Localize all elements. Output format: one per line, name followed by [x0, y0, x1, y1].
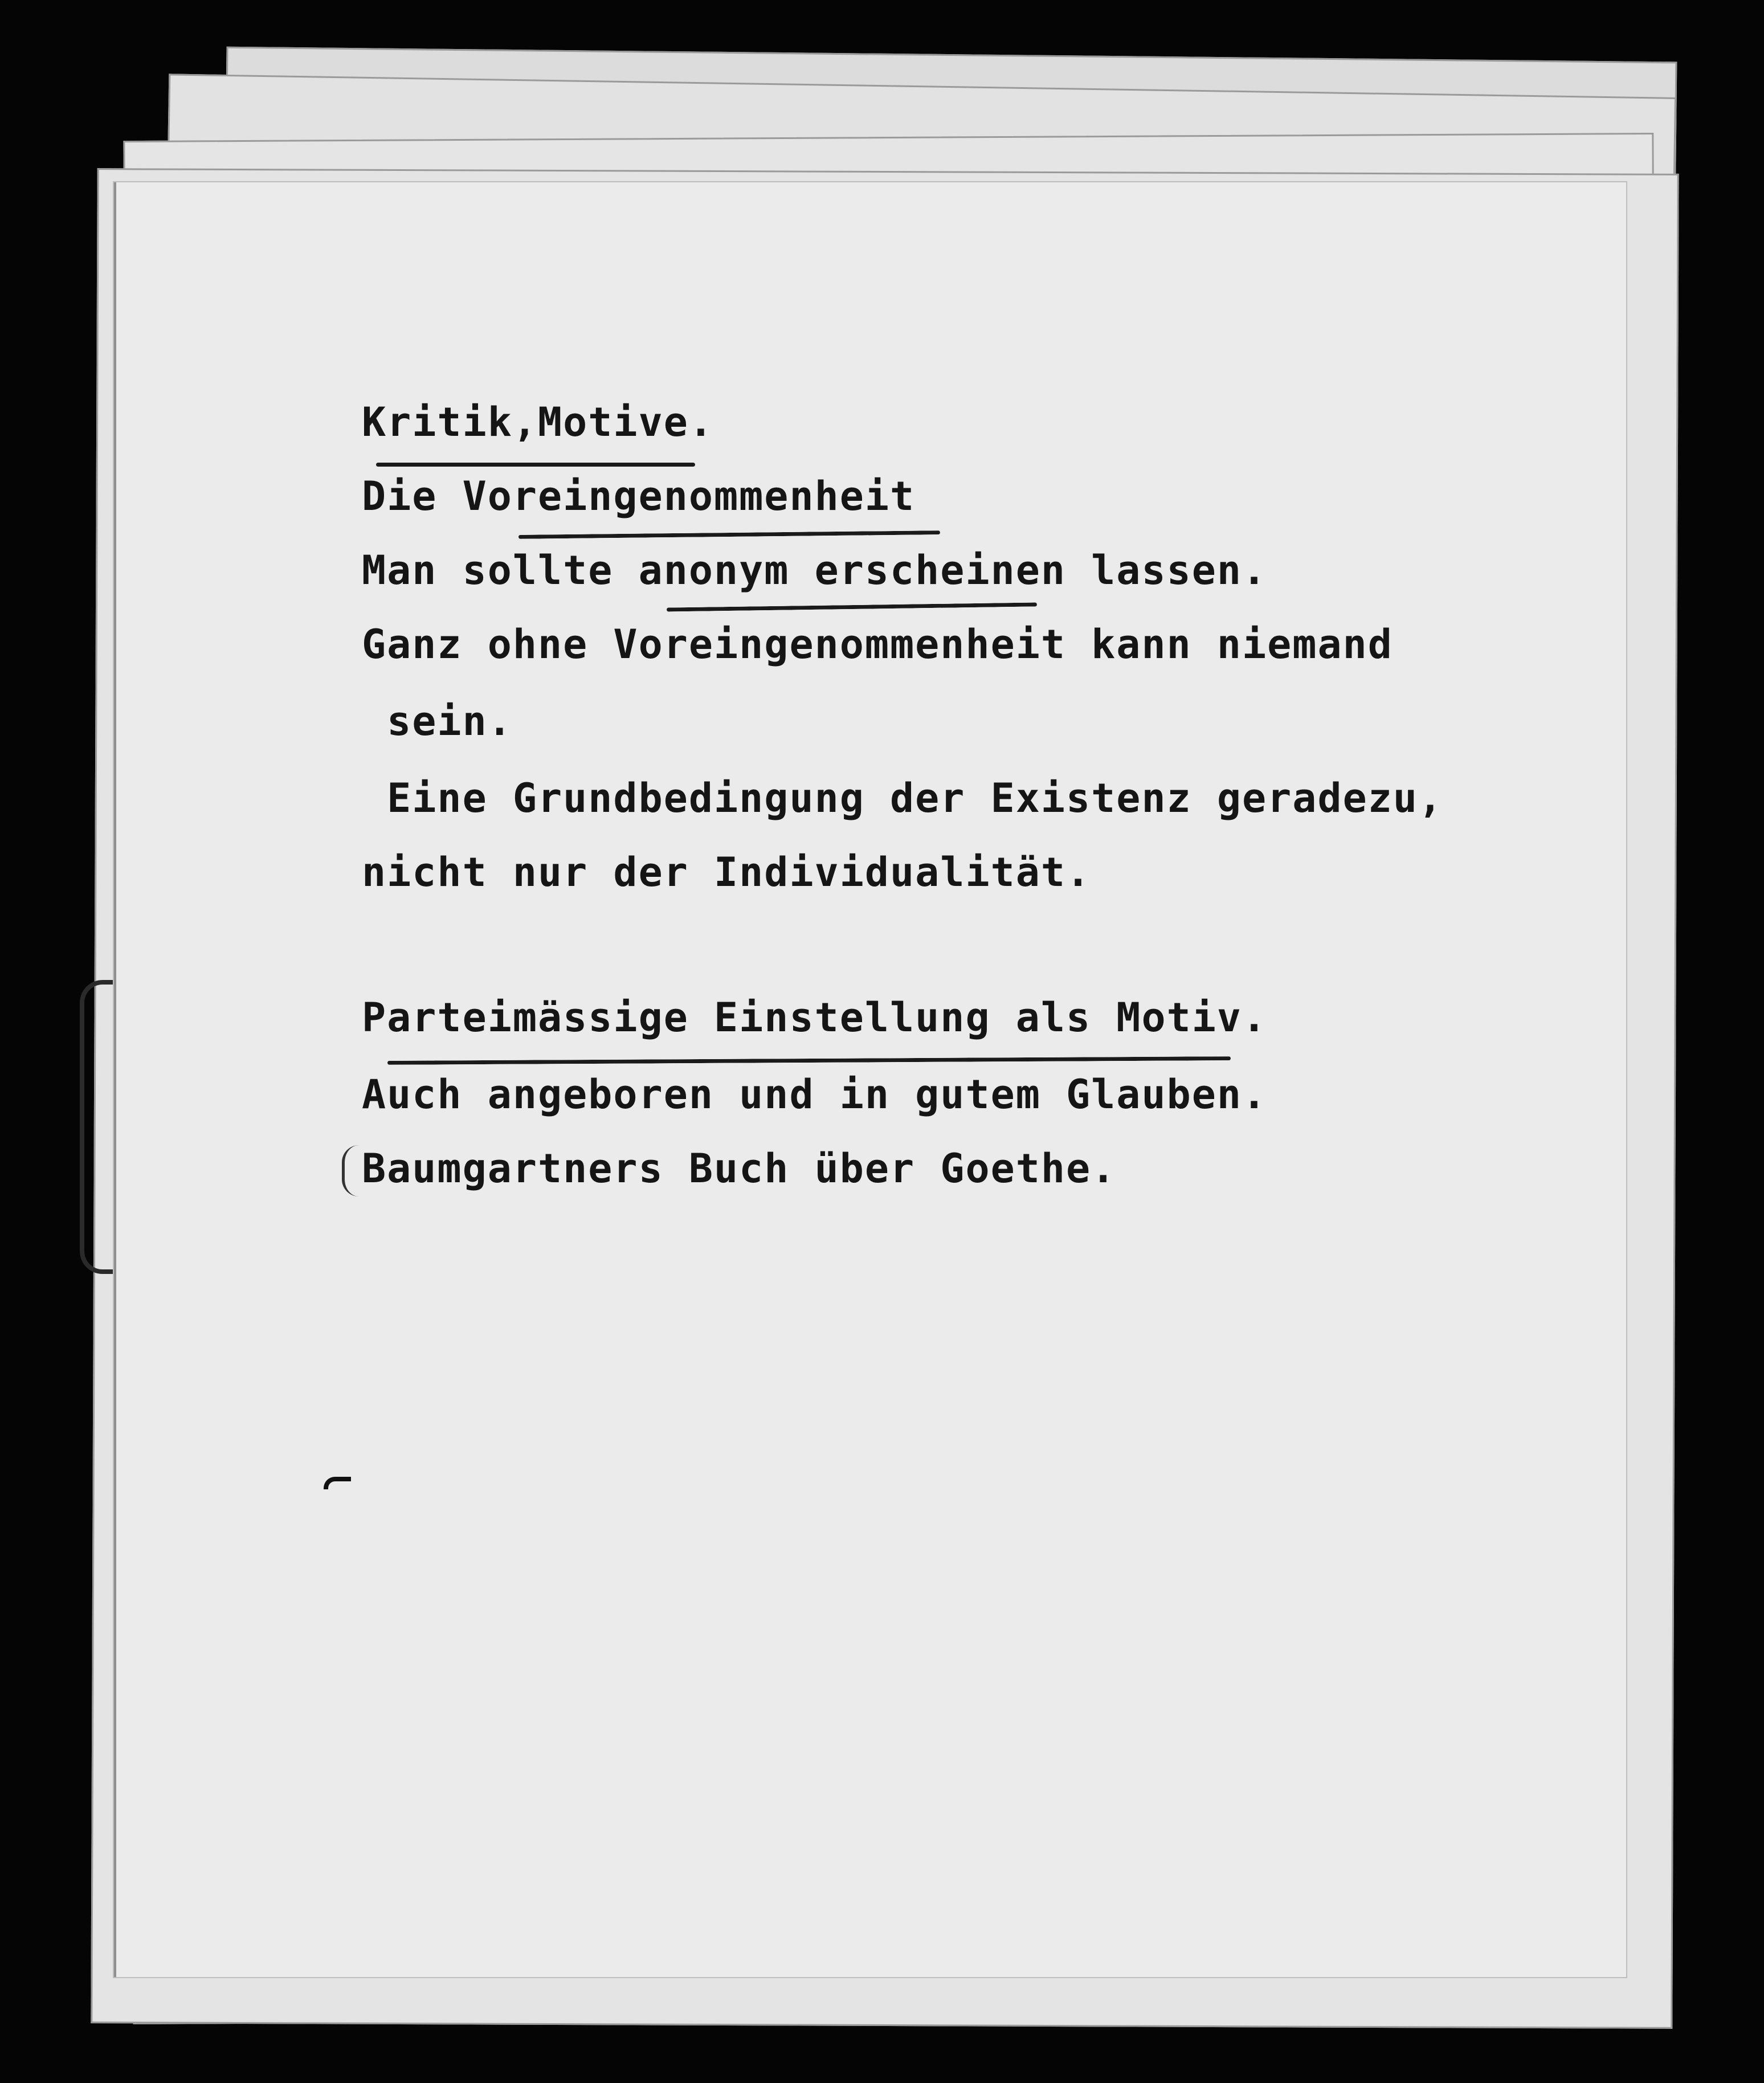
- section2-title: Parteimässige Einstellung als Motiv.: [362, 994, 1268, 1041]
- binder-clip: [80, 980, 119, 1274]
- section1-line: Ganz ohne Voreingenommenheit kann niemand: [362, 621, 1393, 668]
- heading-underline: [376, 463, 695, 467]
- section1-title: Die Voreingenommenheit: [362, 473, 916, 520]
- section1-line: nicht nur der Individualität.: [362, 849, 1092, 896]
- stray-ink-mark: [324, 1477, 351, 1489]
- heading: Kritik,Motive.: [362, 399, 714, 446]
- section1-line: Eine Grundbedingung der Existenz geradezu,: [362, 775, 1444, 822]
- section1-line: sein.: [362, 698, 513, 745]
- section2-line: Auch angeboren und in gutem Glauben.: [362, 1071, 1268, 1118]
- handwritten-bracket: [342, 1145, 362, 1196]
- section1-line: Man sollte anonym erscheinen lassen.: [362, 547, 1268, 594]
- section2-line: Baumgartners Buch über Goethe.: [362, 1145, 1117, 1192]
